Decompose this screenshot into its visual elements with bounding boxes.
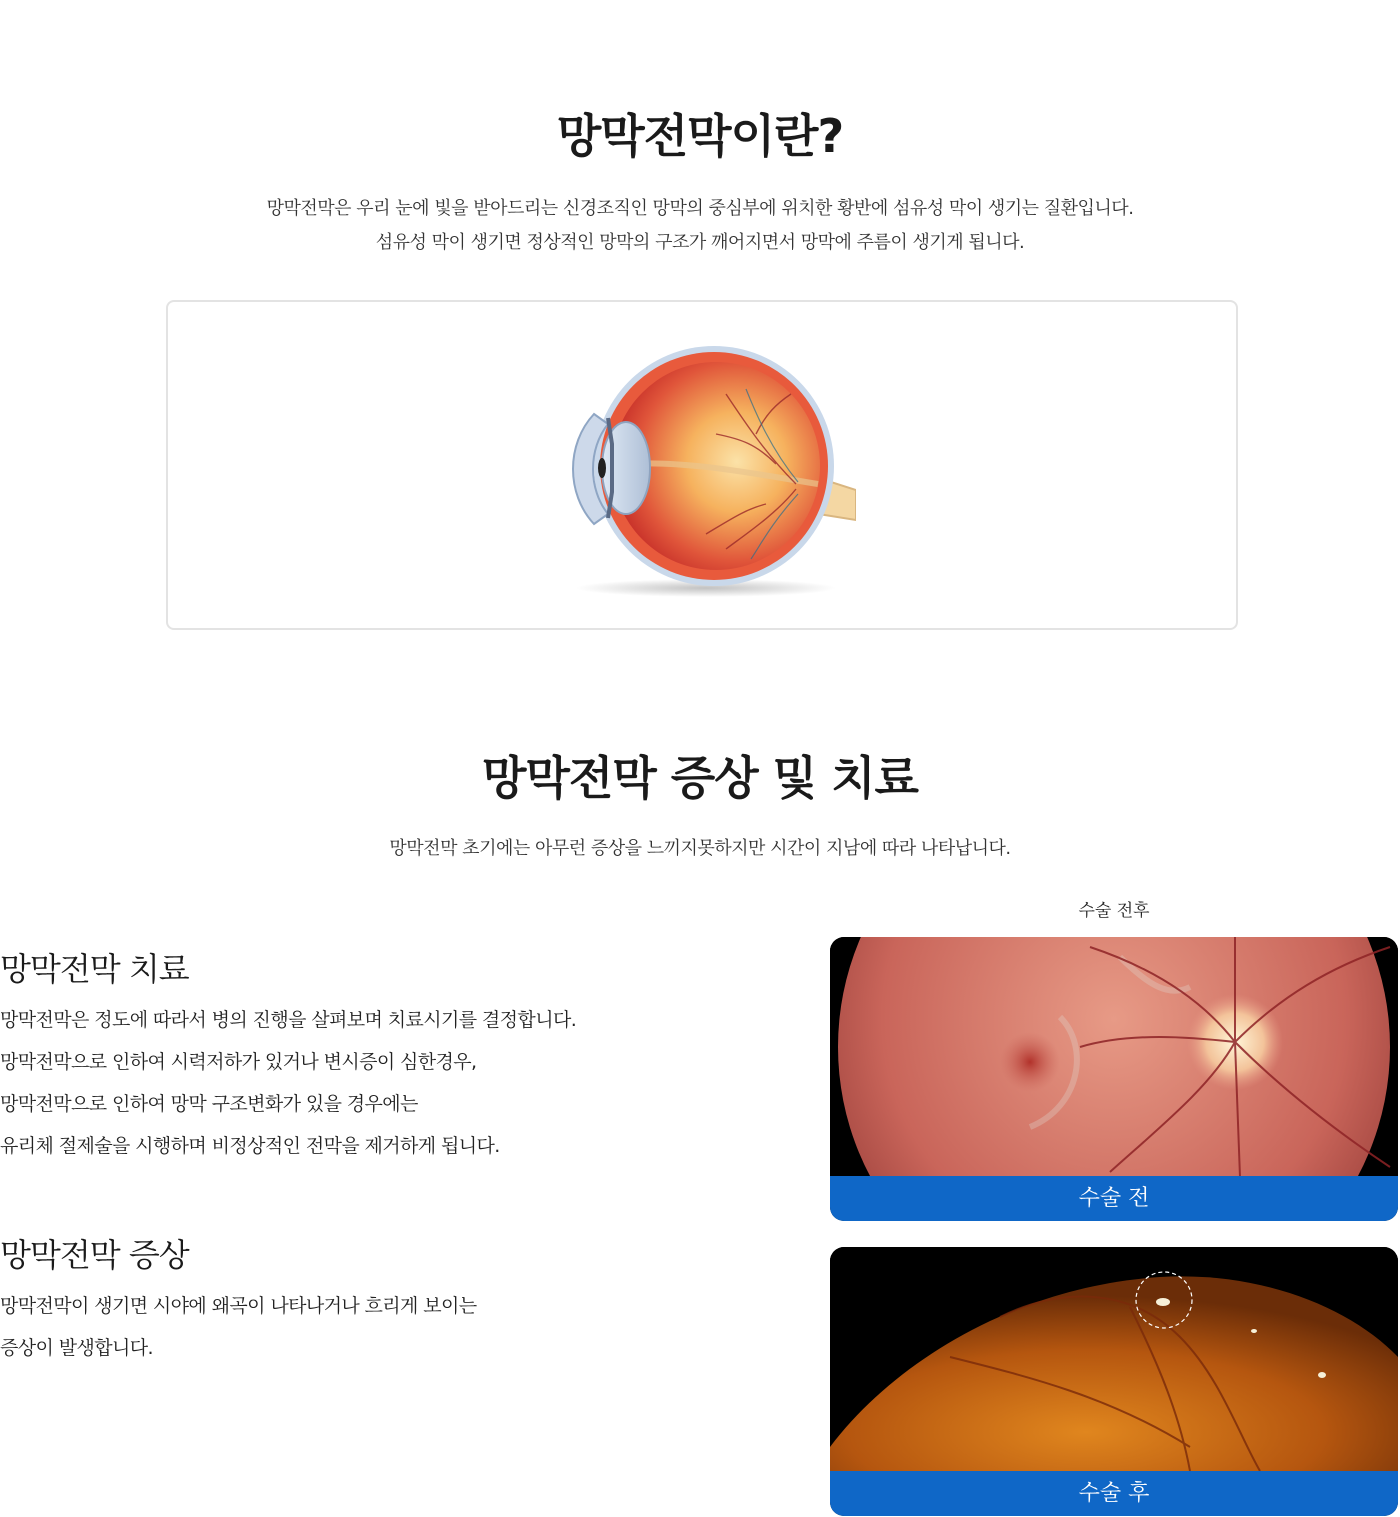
- treatment-line: 망막전막은 정도에 따라서 병의 진행을 살펴보며 치료시기를 결정합니다.: [0, 1009, 577, 1031]
- after-surgery-card: [830, 1247, 1398, 1516]
- intro-line: 망막전막은 우리 눈에 빛을 받아드리는 신경조직인 망막의 중심부에 위치한 황반에 섬유성 막이 생기는 질환입니다.: [266, 198, 1134, 219]
- intro-line: 섬유성 막이 생기면 정상적인 망막의 구조가 깨어지면서 망막에 주름이 생기게 됩니다.: [375, 232, 1025, 253]
- treatment-heading: 망막전막 치료: [0, 950, 189, 988]
- treatment-line: 망막전막으로 인하여 시력저하가 있거나 변시증이 심한경우,: [0, 1051, 477, 1073]
- eye-illustration-box: [166, 300, 1238, 630]
- section-title-symptoms-treatment: 망막전막 증상 및 치료: [482, 751, 918, 805]
- treatment-line: 망막전막으로 인하여 망막 구조변화가 있을 경우에는: [0, 1093, 418, 1115]
- before-surgery-card: [830, 937, 1398, 1221]
- before-after-caption: 수술 전후: [1078, 901, 1150, 921]
- symptoms-line: 망막전막이 생기면 시야에 왜곡이 나타나거나 흐리게 보이는: [0, 1295, 477, 1317]
- treatment-line: 유리체 절제술을 시행하며 비정상적인 전막을 제거하게 됩니다.: [0, 1135, 500, 1157]
- fundus-photo-before: [830, 937, 1398, 1177]
- symptoms-intro: [0, 832, 1400, 866]
- symptoms-heading: 망막전막 증상: [0, 1236, 189, 1274]
- symptoms-line: 증상이 발생합니다.: [0, 1337, 153, 1359]
- symptoms-description: [0, 1285, 477, 1369]
- intro-description: [0, 192, 1400, 260]
- intro-line: 망막전막 초기에는 아무런 증상을 느끼지못하지만 시간이 지남에 따라 나타납니다.: [389, 838, 1011, 859]
- fundus-photo-after: [830, 1247, 1398, 1471]
- section-title-what-is: 망막전막이란?: [556, 109, 844, 163]
- before-surgery-label: 수술 전: [830, 1176, 1398, 1221]
- after-surgery-label: 수술 후: [830, 1471, 1398, 1516]
- treatment-description: [0, 999, 576, 1167]
- eye-cross-section-illustration: [556, 334, 856, 602]
